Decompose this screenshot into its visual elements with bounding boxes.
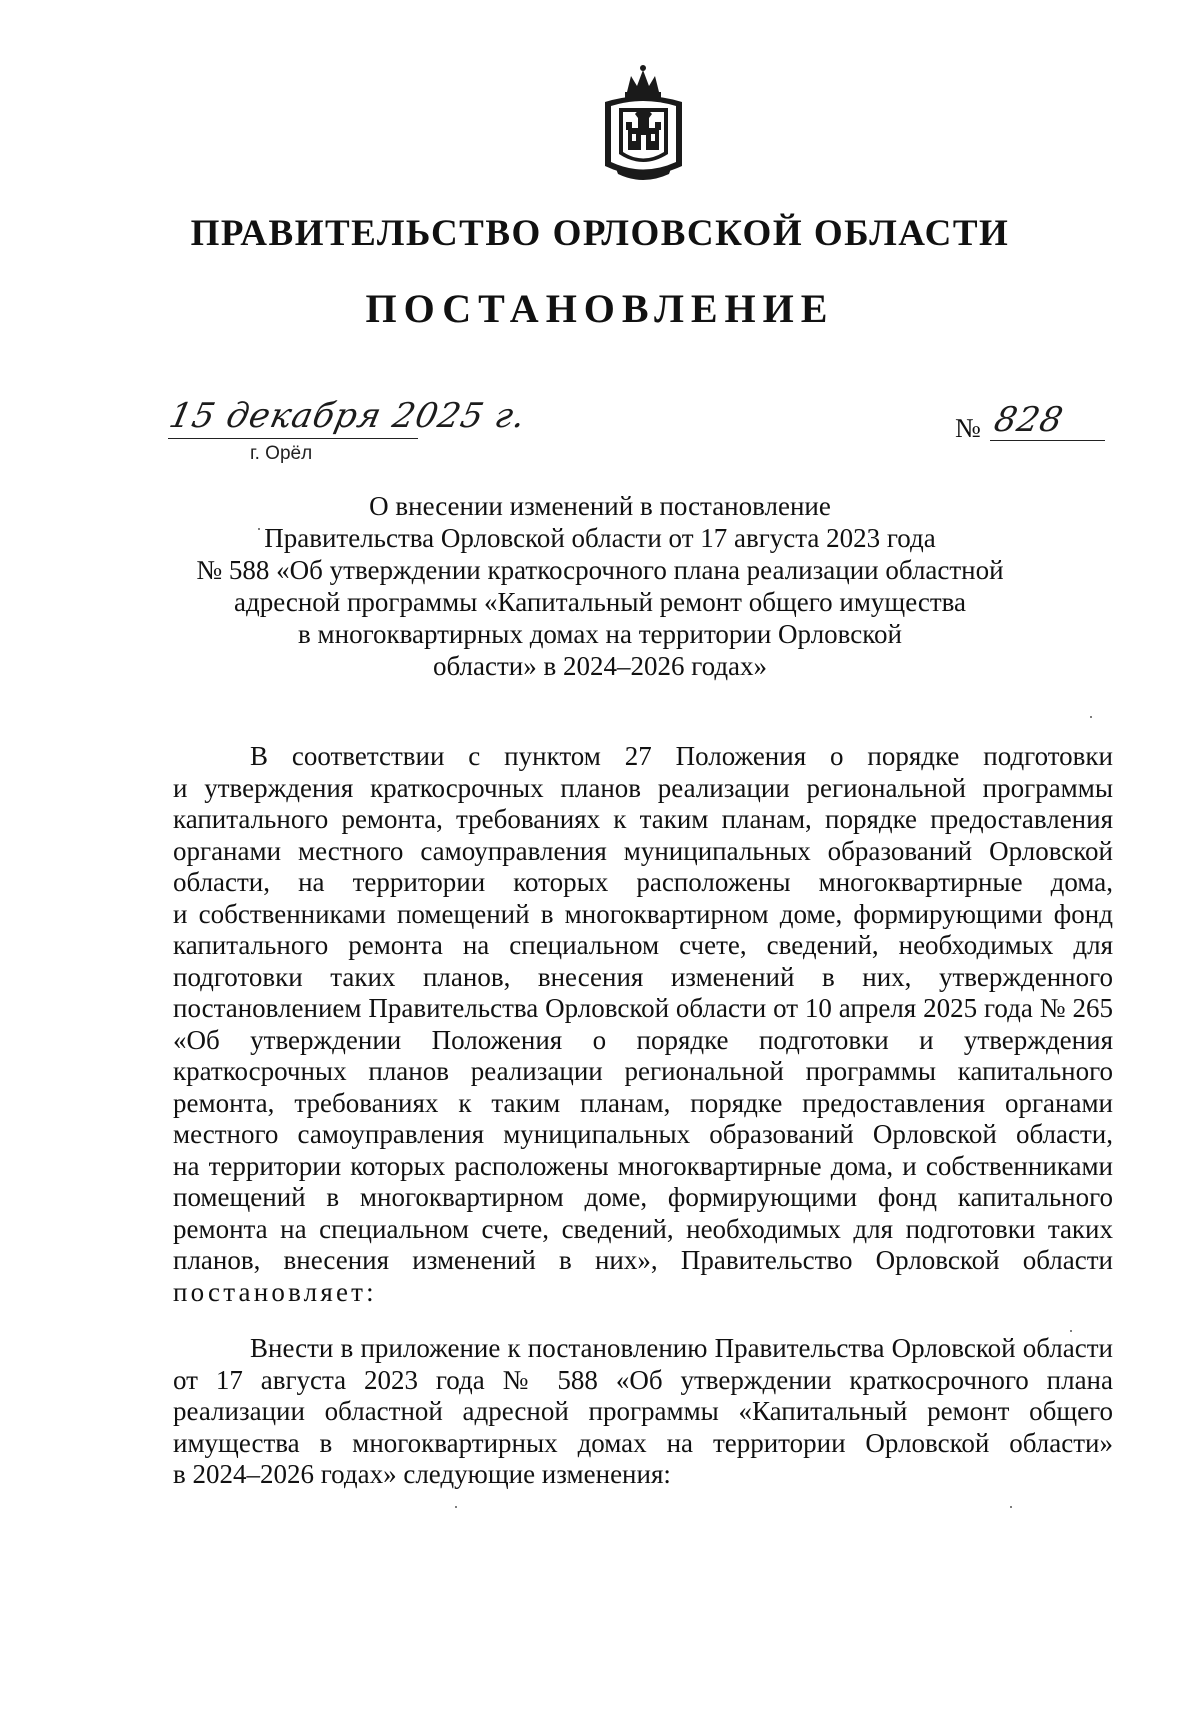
organization-title: ПРАВИТЕЛЬСТВО ОРЛОВСКОЙ ОБЛАСТИ xyxy=(190,213,1010,254)
text-line: В соответствии с пунктом 27 Положения о порядке подготовки xyxy=(250,741,1113,771)
subject-line: № 588 «Об утверждении краткосрочного плана реализации областной xyxy=(196,555,1004,585)
document-type-title: ПОСТАНОВЛЕНИЕ xyxy=(365,286,835,331)
scan-speck xyxy=(455,1506,457,1508)
scan-speck xyxy=(1090,716,1092,718)
subject-line: О внесении изменений в постановление xyxy=(369,491,831,521)
subject-line: Правительства Орловской области от 17 августа 2023 года xyxy=(264,523,936,553)
text-line: местного самоуправления муниципальных образований Орловской области, xyxy=(173,1119,1113,1149)
text-line: области, на территории которых расположены многоквартирные дома, xyxy=(173,867,1113,897)
scan-speck xyxy=(258,528,260,530)
handwritten-date: 15 декабря 2025 г. xyxy=(165,396,530,436)
scan-speck xyxy=(1070,1330,1072,1332)
text-line: капитального ремонта, требованиях к таким планам, порядке предоставления xyxy=(173,804,1113,834)
text-line: реализации областной адресной программы «Капитальный ремонт общего xyxy=(173,1396,1113,1426)
number-sign: № xyxy=(955,413,981,443)
subject-line: адресной программы «Капитальный ремонт общего имущества xyxy=(233,587,967,617)
document-subject xyxy=(190,490,1010,682)
coat-of-arms-icon xyxy=(597,62,690,184)
text-line: планов, внесения изменений в них», Правительство Орловской области xyxy=(173,1245,1113,1275)
text-line: помещений в многоквартирном доме, формирующими фонд капитального xyxy=(173,1182,1113,1212)
text-line: капитального ремонта на специальном счете, сведений, необходимых для xyxy=(173,930,1113,960)
text-line: ремонта на специальном счете, сведений, необходимых для подготовки таких xyxy=(173,1213,1113,1244)
number-underline xyxy=(990,440,1105,441)
subject-line: в многоквартирных домах на территории Орловской xyxy=(298,619,902,649)
subject-line: области» в 2024–2026 годах» xyxy=(432,651,768,681)
scan-speck xyxy=(1010,1506,1012,1508)
text-line: постановлением Правительства Орловской области от 10 апреля 2025 года № 265 xyxy=(173,993,1113,1023)
amendment-paragraph xyxy=(173,1333,1113,1491)
text-line: Внести в приложение к постановлению Правительства Орловской области xyxy=(250,1333,1113,1363)
text-line: «Об утверждении Положения о порядке подготовки и утверждения xyxy=(173,1024,1113,1055)
text-line: и собственниками помещений в многоквартирном доме, формирующими фонд xyxy=(173,898,1113,929)
handwritten-number: 828 xyxy=(990,400,1068,440)
text-line: органами местного самоуправления муниципальных образований Орловской xyxy=(173,835,1113,866)
text-line: от 17 августа 2023 года № 588 «Об утверждении краткосрочного плана xyxy=(173,1364,1113,1395)
text-line: на территории которых расположены многоквартирные дома, и собственниками xyxy=(173,1150,1113,1181)
text-line: краткосрочных планов реализации региональной программы капитального xyxy=(173,1056,1113,1086)
text-line: ремонта, требованиях к таким планам, порядке предоставления органами xyxy=(173,1087,1113,1118)
text-line: и утверждения краткосрочных планов реализации региональной программы xyxy=(173,772,1113,803)
date-underline xyxy=(168,438,418,439)
resolves-word: постановляет: xyxy=(173,1276,377,1307)
text-line: в 2024–2026 годах» следующие изменения: xyxy=(173,1459,671,1489)
text-line: имущества в многоквартирных домах на территории Орловской области» xyxy=(173,1427,1113,1458)
text-line: подготовки таких планов, внесения изменений в них, утвержденного xyxy=(173,961,1113,992)
preamble-paragraph xyxy=(173,741,1113,1308)
city-label: г. Орёл xyxy=(250,443,313,464)
